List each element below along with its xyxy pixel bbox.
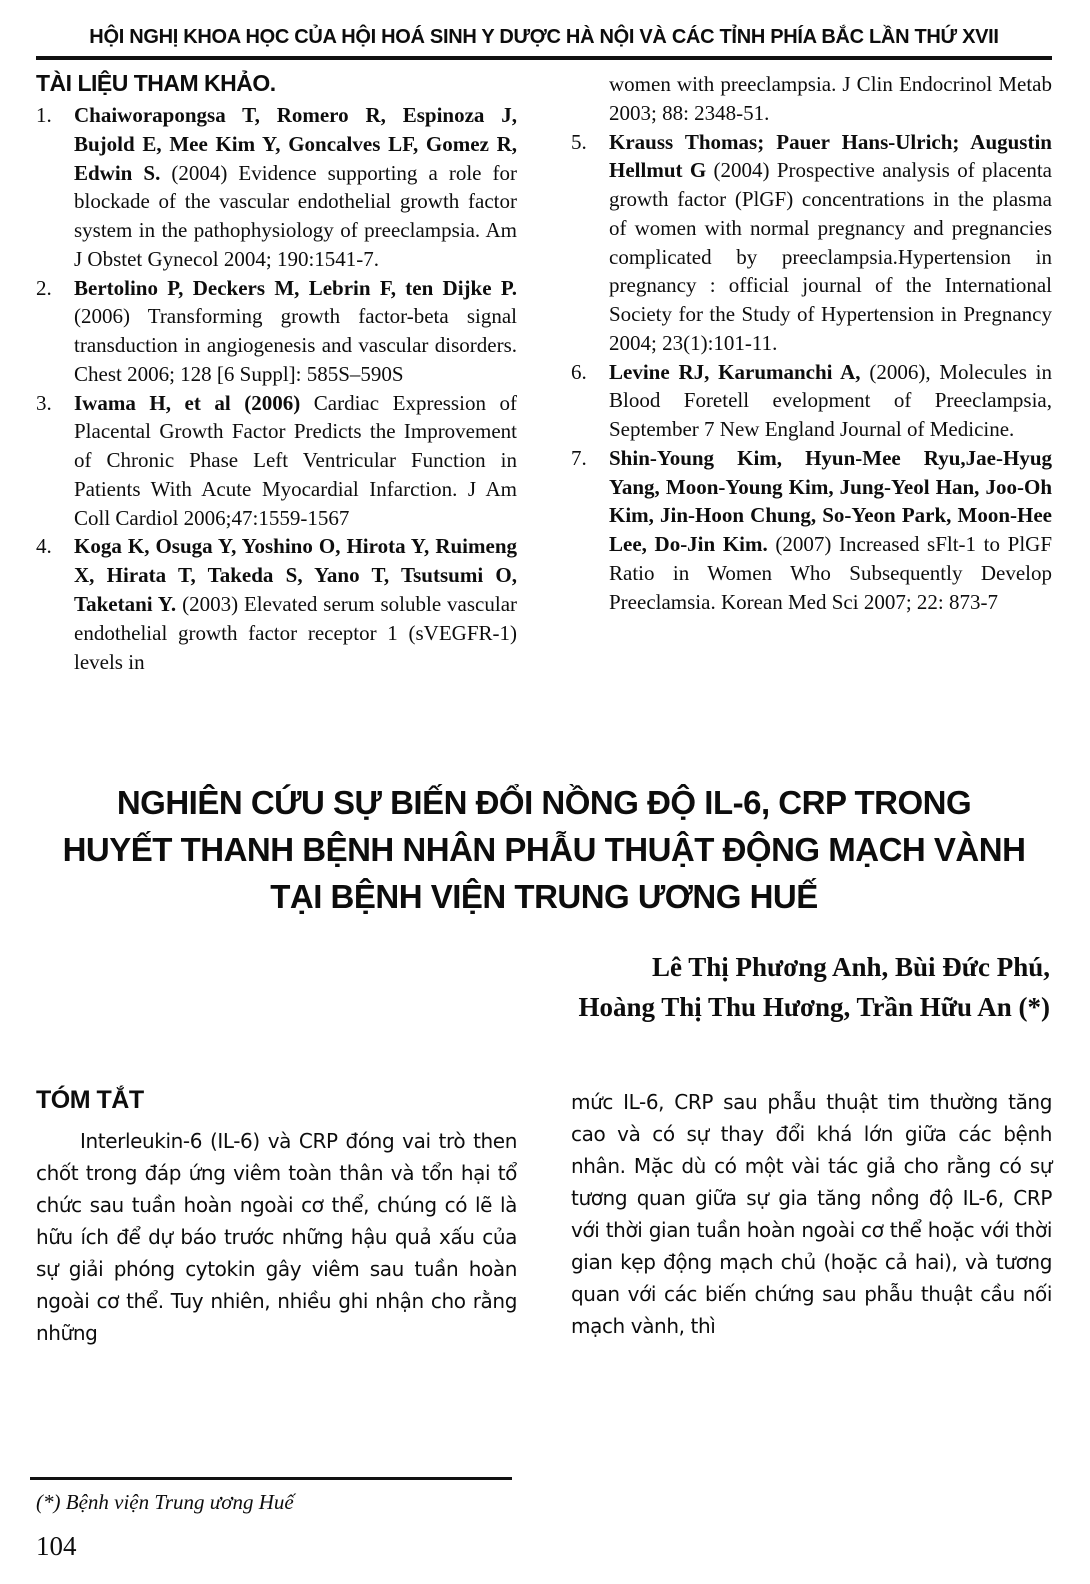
article-title-line-2: HUYẾT THANH BỆNH NHÂN PHẪU THUẬT ĐỘNG MẠCH VÀNH [62,831,1026,869]
reference-number: 2. [36,275,52,300]
reference-item-2 [36,274,517,389]
reference-item-6 [571,358,1052,444]
reference-text: (2006) Transforming growth factor-beta signal transduction in angiogenesis and vascular disorders. Chest 2006; 128 [6 Suppl]: 585S–590S [74,304,517,386]
reference-item-3 [36,389,517,533]
reference-body [74,274,517,389]
references-right-column [571,70,1052,676]
page-footer [30,1477,1052,1562]
reference-item-7 [571,444,1052,617]
reference-authors: Krauss Thomas; Pauer Hans-Ulrich; Augustin Hellmut G [609,129,1052,183]
article-authors-line-1: Lê Thị Phương Anh, Bùi Đức Phú, [652,951,1050,982]
reference-body [609,128,1052,358]
reference-text: (2007) Increased sFlt-1 to PlGF Ratio in Women Who Subsequently Develop Preeclamsia. Korean Med Sci 2007; 22: 873-7 [609,532,1052,614]
footnote: (*) Bệnh viện Trung ương Huế [36,1490,294,1514]
references-section [36,70,1052,676]
reference-number: 1. [36,103,52,127]
article-title [36,780,1052,921]
reference-text: (2003) Elevated serum soluble vascular endothelial growth factor receptor 1 (sVEGFR-1) levels in [74,592,518,674]
reference-body [74,101,517,274]
reference-number: 3. [36,390,52,415]
abstract-heading: TÓM TẮT [36,1085,144,1114]
reference-item-1 [36,101,517,274]
reference-text: Cardiac Expression of Placental Growth Factor Predicts the Improvement of Chronic Phase Left Ventricular Function in Patients With Acute Myocardial Infarction. J Am Coll Cardiol 2006;47:1559-1567 [74,390,517,530]
reference-body [74,389,517,533]
abstract-right-text: mức IL-6, CRP sau phẫu thuật tim thường tăng cao và có sự thay đổi khá lớn giữa các bệnh nhân. Mặc dù có một vài tác giả cho rằng có sự tương quan giữa sự gia tăng nồng độ IL-6, CRP với thời gian tuần hoàn ngoài cơ thể hoặc với thời gian kẹp động mạch chủ (hoặc cả hai), và tương quan với các biến chứng sau phẫu thuật cầu nối mạch vành, thì [571,1089,1052,1338]
reference-number: 5. [571,129,587,154]
reference-text: (2004) Evidence supporting a role for blockade of the vascular endothelial growth factor system in the pathophysiology of preeclampsia. Am J Obstet Gynecol 2004; 190:1541-7. [74,160,517,271]
reference-body: women with preeclampsia. J Clin Endocrinol Metab 2003; 88: 2348-51. [609,72,1052,125]
reference-item-4 [36,532,517,676]
reference-number: 6. [571,359,587,384]
reference-text: (2004) Prospective analysis of placenta growth factor (PlGF) concentrations in the plasma of women with normal pregnancy and pregnancies complicated by preeclampsia.Hypertension in pregnancy : official journal of the International Society for the Study of Hypertension in Pregnancy 2004; 23(1):101-11. [609,158,1052,355]
reference-text: (2006), Molecules in Blood Foretell evelopment of Preeclampsia, September 7 New England Journal of Medicine. [609,359,1052,442]
abstract-left-column [36,1086,517,1349]
abstract-section [36,1086,1052,1349]
reference-body [609,358,1052,444]
references-left-column [36,70,517,676]
reference-authors: Shin-Young Kim, Hyun-Mee Ryu,Jae-Hyug Yang, Moon-Young Kim, Jung-Yeol Han, Joo-Oh Kim, Jin-Hoon Chung, So-Yeon Park, Moon-Hee Lee, Do-Jin Kim. [609,445,1052,557]
abstract-right-column [571,1086,1052,1349]
reference-authors: Koga K, Osuga Y, Yoshino O, Hirota Y, Ruimeng X, Hirata T, Takeda S, Yano T, Tsutsumi O, Taketani Y. [74,534,517,617]
reference-authors: Bertolino P, Deckers M, Lebrin F, ten Dijke P. [74,275,517,300]
reference-item-4-continuation [571,70,1052,128]
reference-authors: Iwama H, et al (2006) [74,390,301,415]
page-number: 104 [36,1531,77,1561]
abstract-left-text: Interleukin-6 (IL-6) và CRP đóng vai trò then chốt trong đáp ứng viêm toàn thân và tổn hại tổ chức sau tuần hoàn ngoài cơ thể, chúng có lẽ là hữu ích để dự báo trước những hậu quả xấu của sự giải phóng cytokin gây viêm sau tuần hoàn ngoài cơ thể. Tuy nhiên, nhiều ghi nhận cho rằng những [36,1128,517,1345]
article-title-line-1: NGHIÊN CỨU SỰ BIẾN ĐỔI NỒNG ĐỘ IL-6, CRP TRONG [116,784,972,822]
article-title-line-3: TẠI BỆNH VIỆN TRUNG ƯƠNG HUẾ [270,878,818,916]
reference-body [609,444,1052,617]
article-authors [36,947,1052,1028]
reference-item-5 [571,128,1052,358]
reference-number: 4. [36,534,52,559]
reference-number-empty [571,70,609,128]
reference-number: 7. [571,445,587,470]
reference-authors: Chaiworapongsa T, Romero R, Espinoza J, Bujold E, Mee Kim Y, Goncalves LF, Gomez R, Edwin S. [74,103,517,185]
article-authors-line-2: Hoàng Thị Thu Hương, Trần Hữu An (*) [578,992,1050,1023]
reference-body [74,532,517,676]
running-head: HỘI NGHỊ KHOA HỌC CỦA HỘI HOÁ SINH Y DƯỢC HÀ NỘI VÀ CÁC TỈNH PHÍA BẮC LẦN THỨ XVII [36,26,1052,60]
reference-authors: Levine RJ, Karumanchi A, [609,359,861,384]
references-heading: TÀI LIỆU THAM KHẢO. [36,70,276,96]
footnote-divider [30,1477,512,1480]
